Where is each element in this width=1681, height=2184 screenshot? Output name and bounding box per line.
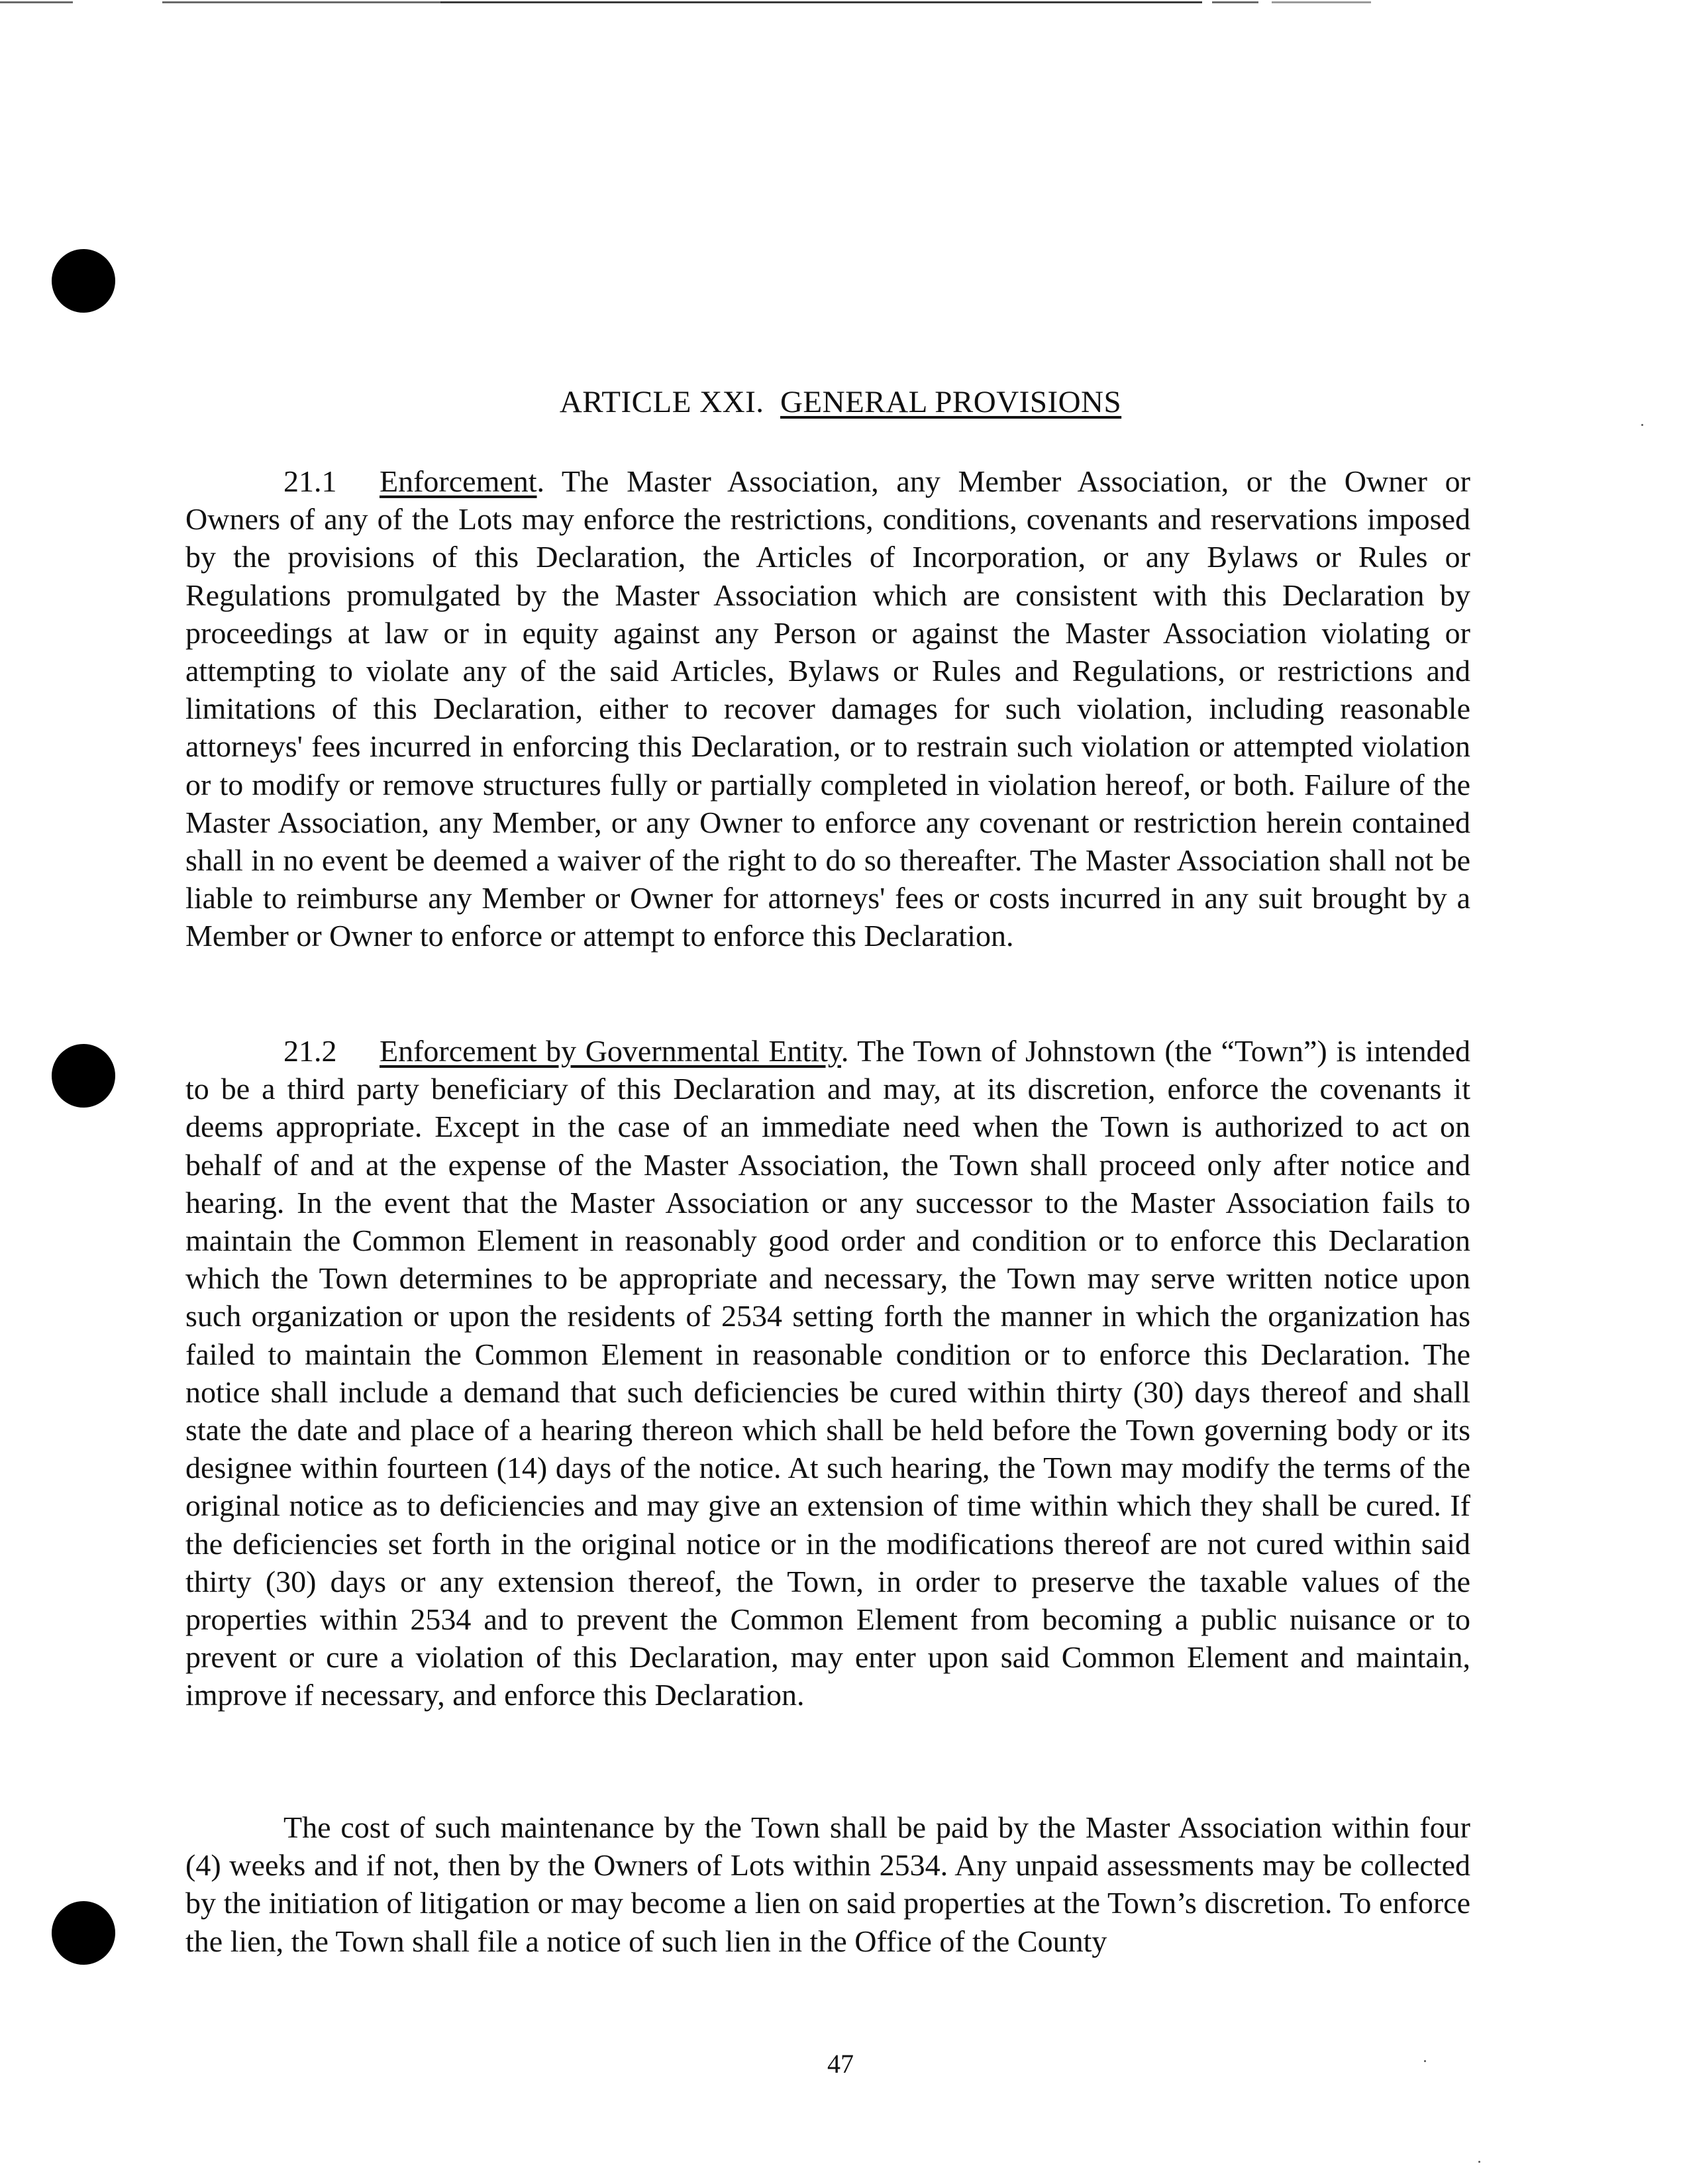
section-body: . The Town of Johnstown (the “Town”) is intended to be a third party beneficiary of this Declaration and may, at its discretion, enforce the covenants it deems appropriate. Except in the case of an immediate need when the Town is authorized to act on behalf of and at the expense of the Master Association, the Town shall proceed only after notice and hearing. In the event that the Master Association or any successor to the Master Association fails to maintain the Common Element in reasonably good order and condition or to enforce this Declaration which the Town determines to be appropriate and necessary, the Town may serve written notice upon such organization or upon the residents of 2534 setting forth the manner in which the organization has failed to maintain the Common Element in reasonable condition or to enforce this Declaration. The notice shall include a demand that such deficiencies be cured within thirty (30) days thereof and shall state the date and place of a hearing thereon which shall be held before the Town governing body or its designee within fourteen (14) days of the notice. At such hearing, the Town may modify the terms of the original notice as to deficiencies and may give an extension of time within which they shall be cured. If the deficiencies set forth in the original notice or in the modifications thereof are not cured within said thirty (30) days or any extension thereof, the Town, in order to preserve the taxable values of the properties within 2534 and to prevent the Common Element from becoming a public nuisance or to prevent or cure a violation of this Declaration, may enter upon said Common Element and maintain, improve if necessary, and enforce this Declaration. — [185, 1034, 1470, 1712]
punch-hole-bottom — [52, 1901, 115, 1965]
section-21-1 — [185, 462, 1470, 955]
page-number: 47 — [827, 2049, 854, 2079]
rule-segment — [0, 1, 73, 3]
continuation-paragraph — [185, 1808, 1470, 1960]
section-title: Enforcement — [380, 464, 537, 498]
section-number: 21.2 — [283, 1034, 337, 1068]
rule-segment — [162, 1, 440, 3]
article-title: GENERAL PROVISIONS — [780, 385, 1122, 419]
section-body: . The Master Association, any Member Association, or the Owner or Owners of any of the Lots may enforce the restrictions, conditions, covenants and reservations imposed by the provisions of this Declaration, the Articles of Incorporation, or any Bylaws or Rules or Regulations promulgated by the Master Association which are consistent with this Declaration by proceedings at law or in equity against any Person or against the Master Association violating or attempting to violate any of the said Articles, Bylaws or Rules and Regulations, or restrictions and limitations of this Declaration, either to recover damages for such violation, including reasonable attorneys' fees incurred in enforcing this Declaration, or to restrain such violation or attempted violation or to modify or remove structures fully or partially completed in violation hereof, or both. Failure of the Master Association, any Member, or any Owner to enforce any covenant or restriction herein contained shall in no event be deemed a waiver of the right to do so thereafter. The Master Association shall not be liable to reimburse any Member or Owner for attorneys' fees or costs incurred in any suit brought by a Member or Owner to enforce or attempt to enforce this Declaration. — [185, 464, 1470, 953]
article-number: ARTICLE XXI. — [559, 385, 764, 419]
scan-top-rule — [0, 0, 1681, 5]
punch-hole-middle — [52, 1044, 115, 1108]
rule-segment — [1272, 1, 1371, 3]
section-number: 21.1 — [283, 464, 337, 498]
punch-hole-top — [52, 249, 115, 313]
scan-speck — [1641, 424, 1643, 426]
paragraph-body: The cost of such maintenance by the Town shall be paid by the Master Association within four (4) weeks and if not, then by the Owners of Lots within 2534. Any unpaid assessments may be collected by the initiation of litigation or may become a lien on said properties at the Town’s discretion. To enforce the lien, the Town shall file a notice of such lien in the Office of the County — [185, 1810, 1470, 1958]
section-title: Enforcement by Governmental Entity — [380, 1034, 841, 1068]
scan-speck — [1424, 2060, 1426, 2062]
scan-speck — [1478, 2161, 1480, 2163]
section-21-2 — [185, 1032, 1470, 1714]
article-heading — [0, 384, 1681, 420]
rule-segment — [440, 1, 1202, 3]
rule-segment — [1212, 1, 1258, 3]
